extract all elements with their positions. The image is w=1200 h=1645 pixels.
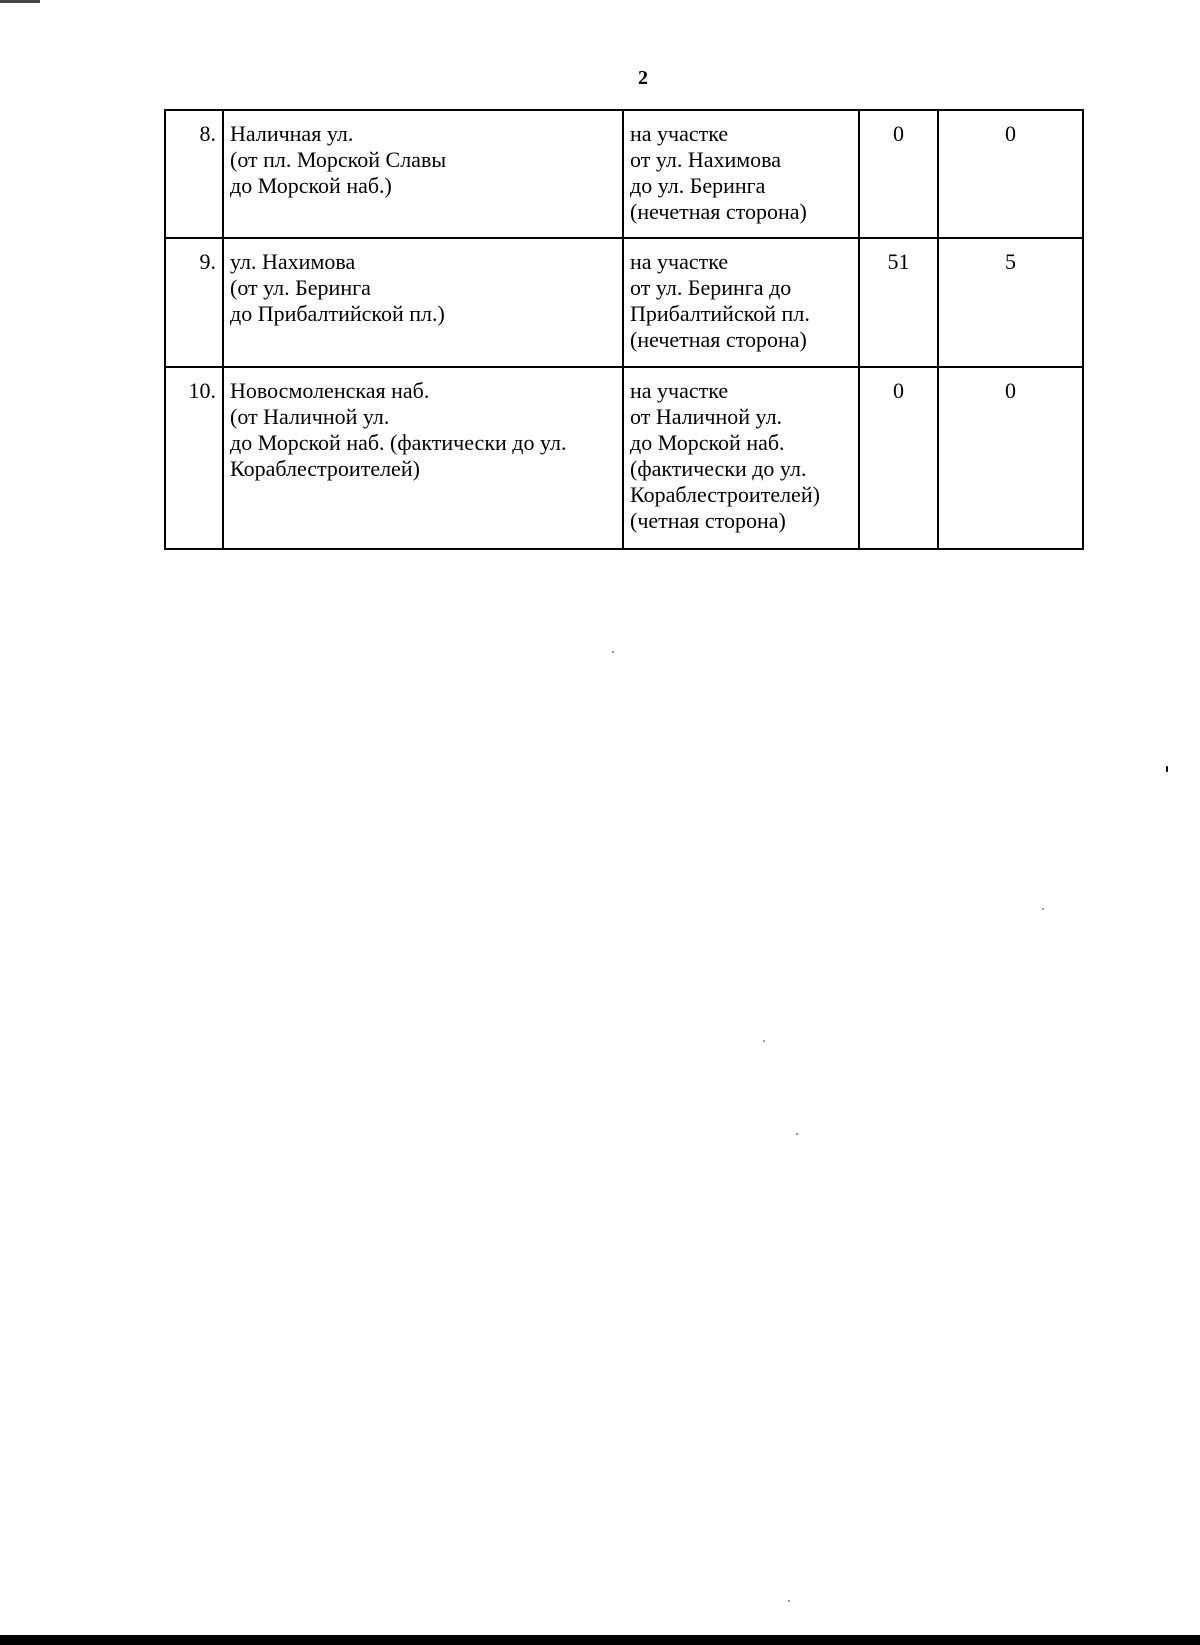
street-line: (от Наличной ул. <box>230 404 390 429</box>
street-line: Новосмоленская наб. <box>230 378 430 403</box>
row-number: 9. <box>165 238 223 367</box>
section-line: на участке <box>630 249 729 274</box>
value1-cell: 51 <box>859 238 938 367</box>
scan-speck <box>796 1133 798 1135</box>
street-line: Наличная ул. <box>230 121 354 146</box>
scan-speck <box>763 1040 765 1042</box>
street-line: до Морской наб.) <box>230 173 392 198</box>
section-line: на участке <box>630 121 729 146</box>
row-number: 10. <box>165 367 223 549</box>
street-cell <box>223 110 623 238</box>
scan-edge-mark <box>0 0 40 3</box>
section-line: до ул. Беринга <box>630 173 766 198</box>
scan-speck <box>612 651 614 653</box>
table-row <box>165 238 1083 367</box>
scan-speck <box>1042 908 1044 910</box>
section-cell <box>623 110 859 238</box>
section-line: от ул. Нахимова <box>630 147 782 172</box>
scan-speck <box>1166 766 1168 772</box>
page-number: 2 <box>638 67 648 89</box>
value1-cell: 0 <box>859 110 938 238</box>
section-line: (фактически до ул. <box>630 456 807 481</box>
street-line: до Прибалтийской пл.) <box>230 301 445 326</box>
scan-speck <box>788 1600 790 1602</box>
value2-cell: 0 <box>938 367 1083 549</box>
street-line: (от ул. Беринга <box>230 275 371 300</box>
section-cell <box>623 367 859 549</box>
section-line: (нечетная сторона) <box>630 327 807 352</box>
row-number: 8. <box>165 110 223 238</box>
section-line: до Морской наб. <box>630 430 785 455</box>
street-line: Кораблестроителей) <box>230 456 420 481</box>
table-row <box>165 367 1083 549</box>
street-line: ул. Нахимова <box>230 249 356 274</box>
streets-table <box>164 109 1084 550</box>
value2-cell: 5 <box>938 238 1083 367</box>
value2-cell: 0 <box>938 110 1083 238</box>
section-line: Прибалтийской пл. <box>630 301 810 326</box>
section-line: Кораблестроителей) <box>630 482 820 507</box>
street-line: до Морской наб. (фактически до ул. <box>230 430 567 455</box>
scan-bottom-edge <box>0 1635 1200 1645</box>
street-cell <box>223 367 623 549</box>
section-line: от ул. Беринга до <box>630 275 792 300</box>
section-line: (нечетная сторона) <box>630 199 807 224</box>
section-line: (четная сторона) <box>630 508 786 533</box>
street-line: (от пл. Морской Славы <box>230 147 447 172</box>
street-cell <box>223 238 623 367</box>
table-row <box>165 110 1083 238</box>
section-cell <box>623 238 859 367</box>
section-line: на участке <box>630 378 729 403</box>
value1-cell: 0 <box>859 367 938 549</box>
section-line: от Наличной ул. <box>630 404 783 429</box>
